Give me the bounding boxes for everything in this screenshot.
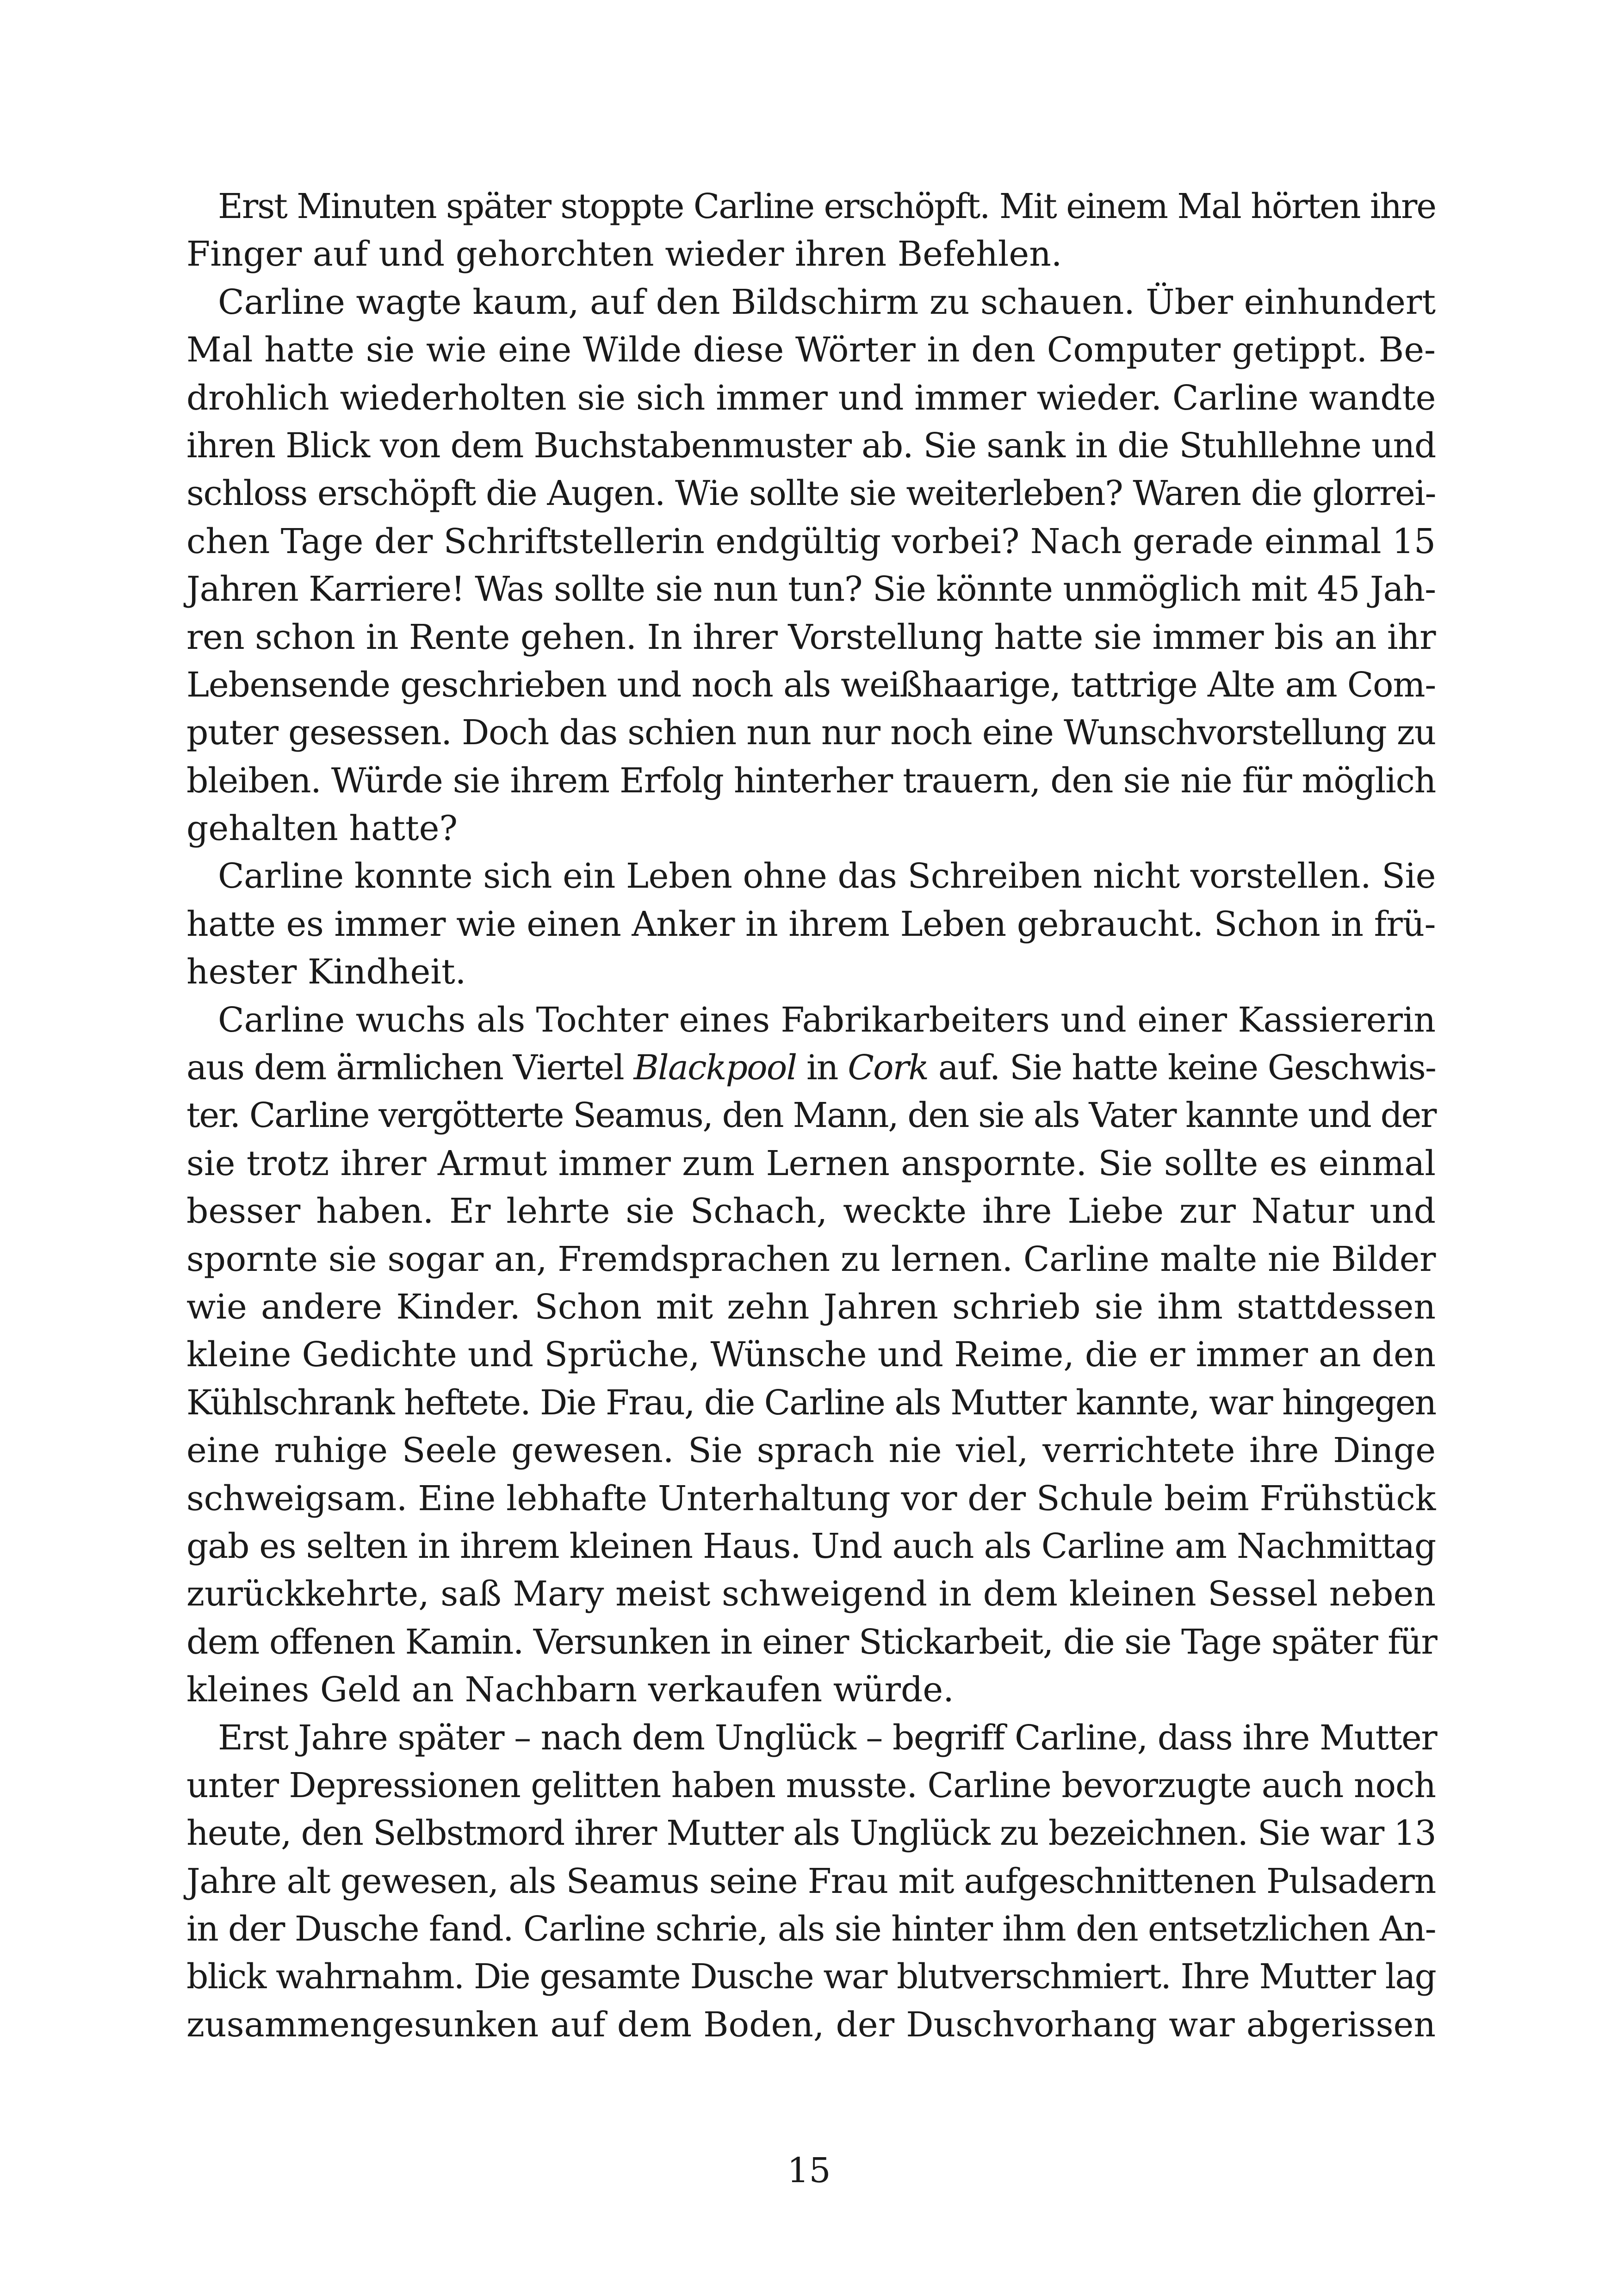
text-line: ren schon in Rente gehen. In ihrer Vorstellung hatte sie immer bis an ihr — [186, 617, 1436, 657]
text-line: Carline konnte sich ein Leben ohne das Schreiben nicht vorstellen. Sie — [218, 856, 1436, 896]
text-line: zusammengesunken auf dem Boden, der Duschvorhang war abgerissen — [186, 2004, 1436, 2045]
text-line: ihren Blick von dem Buchstabenmuster ab. Sie sank in die Stuhllehne und — [186, 425, 1436, 466]
text-line: gehalten hatte? — [186, 809, 458, 849]
text-line: Lebensende geschrieben und noch als weißhaarige, tattrige Alte am Com- — [186, 665, 1436, 705]
text-line: kleine Gedichte und Sprüche, Wünsche und Reime, die er immer an den — [186, 1335, 1436, 1375]
text-line: puter gesessen. Doch das schien nun nur noch eine Wunschvorstellung zu — [186, 713, 1436, 753]
text-line: drohlich wiederholten sie sich immer und immer wieder. Carline wandte — [186, 378, 1436, 418]
text-line: Erst Jahre später – nach dem Unglück – begriff Carline, dass ihre Mutter — [218, 1717, 1437, 1758]
page-number: 15 — [787, 2151, 831, 2190]
text-line: Jahren Karriere! Was sollte sie nun tun? Sie könnte unmöglich mit 45 Jah- — [186, 569, 1436, 610]
text-line: in der Dusche fand. Carline schrie, als sie hinter ihm den entsetzlichen An- — [186, 1909, 1436, 1949]
text-line: blick wahrnahm. Die gesamte Dusche war blutverschmiert. Ihre Mutter lag — [186, 1957, 1436, 1997]
text-line: zurückkehrte, saß Mary meist schweigend in dem kleinen Sessel neben — [186, 1574, 1436, 1614]
text-line: hatte es immer wie einen Anker in ihrem Leben gebraucht. Schon in frü- — [186, 904, 1436, 944]
text-line: kleines Geld an Nachbarn verkaufen würde. — [186, 1670, 954, 1710]
text-segment: aus dem ärmlichen Viertel — [186, 1048, 634, 1088]
text-line: Jahre alt gewesen, als Seamus seine Frau mit aufgeschnittenen Pulsadern — [186, 1861, 1436, 1901]
text-line: besser haben. Er lehrte sie Schach, weckte ihre Liebe zur Natur und — [186, 1191, 1436, 1232]
text-line: schweigsam. Eine lebhafte Unterhaltung vor der Schule beim Frühstück — [186, 1478, 1436, 1518]
text-line: dem offenen Kamin. Versunken in einer Stickarbeit, die sie Tage später für — [186, 1622, 1437, 1662]
text-line: spornte sie sogar an, Fremdsprachen zu lernen. Carline malte nie Bilder — [186, 1239, 1436, 1279]
text-line: heute, den Selbstmord ihrer Mutter als Unglück zu bezeichnen. Sie war 13 — [186, 1813, 1436, 1854]
text-line: schloss erschöpft die Augen. Wie sollte sie weiterleben? Waren die glorrei- — [186, 473, 1436, 514]
italic-place-name: Blackpool — [633, 1048, 797, 1088]
text-line: Carline wagte kaum, auf den Bildschirm zu schauen. Über einhundert — [218, 282, 1436, 322]
text-line: eine ruhige Seele gewesen. Sie sprach nie viel, verrichtete ihre Dinge — [186, 1431, 1436, 1471]
text-line: Kühlschrank heftete. Die Frau, die Carline als Mutter kannte, war hingegen — [186, 1382, 1436, 1423]
text-line: bleiben. Würde sie ihrem Erfolg hinterher trauern, den sie nie für möglich — [186, 760, 1436, 801]
text-line: Carline wuchs als Tochter eines Fabrikarbeiters und einer Kassiererin — [218, 1000, 1436, 1040]
text-line — [186, 1044, 1436, 1092]
italic-place-name: Cork — [848, 1048, 929, 1088]
body-text — [186, 183, 1436, 2049]
text-line: Finger auf und gehorchten wieder ihren Befehlen. — [186, 234, 1062, 274]
text-line: wie andere Kinder. Schon mit zehn Jahren schrieb sie ihm stattdessen — [186, 1287, 1436, 1327]
text-line: gab es selten in ihrem kleinen Haus. Und auch als Carline am Nachmittag — [186, 1526, 1436, 1566]
text-line: Mal hatte sie wie eine Wilde diese Wörter in den Computer getippt. Be- — [186, 330, 1436, 370]
text-line: unter Depressionen gelitten haben musste. Carline bevorzugte auch noch — [186, 1765, 1436, 1805]
text-line: ter. Carline vergötterte Seamus, den Mann, den sie als Vater kannte und der — [186, 1095, 1436, 1136]
text-line: sie trotz ihrer Armut immer zum Lernen anspornte. Sie sollte es einmal — [186, 1143, 1436, 1183]
text-line: chen Tage der Schriftstellerin endgültig vorbei? Nach gerade einmal 15 — [186, 521, 1436, 561]
text-segment: in — [796, 1048, 848, 1088]
text-segment: auf. Sie hatte keine Geschwis- — [928, 1048, 1436, 1088]
text-line: Erst Minuten später stoppte Carline erschöpft. Mit einem Mal hörten ihre — [218, 187, 1436, 226]
text-line: hester Kindheit. — [186, 952, 466, 992]
